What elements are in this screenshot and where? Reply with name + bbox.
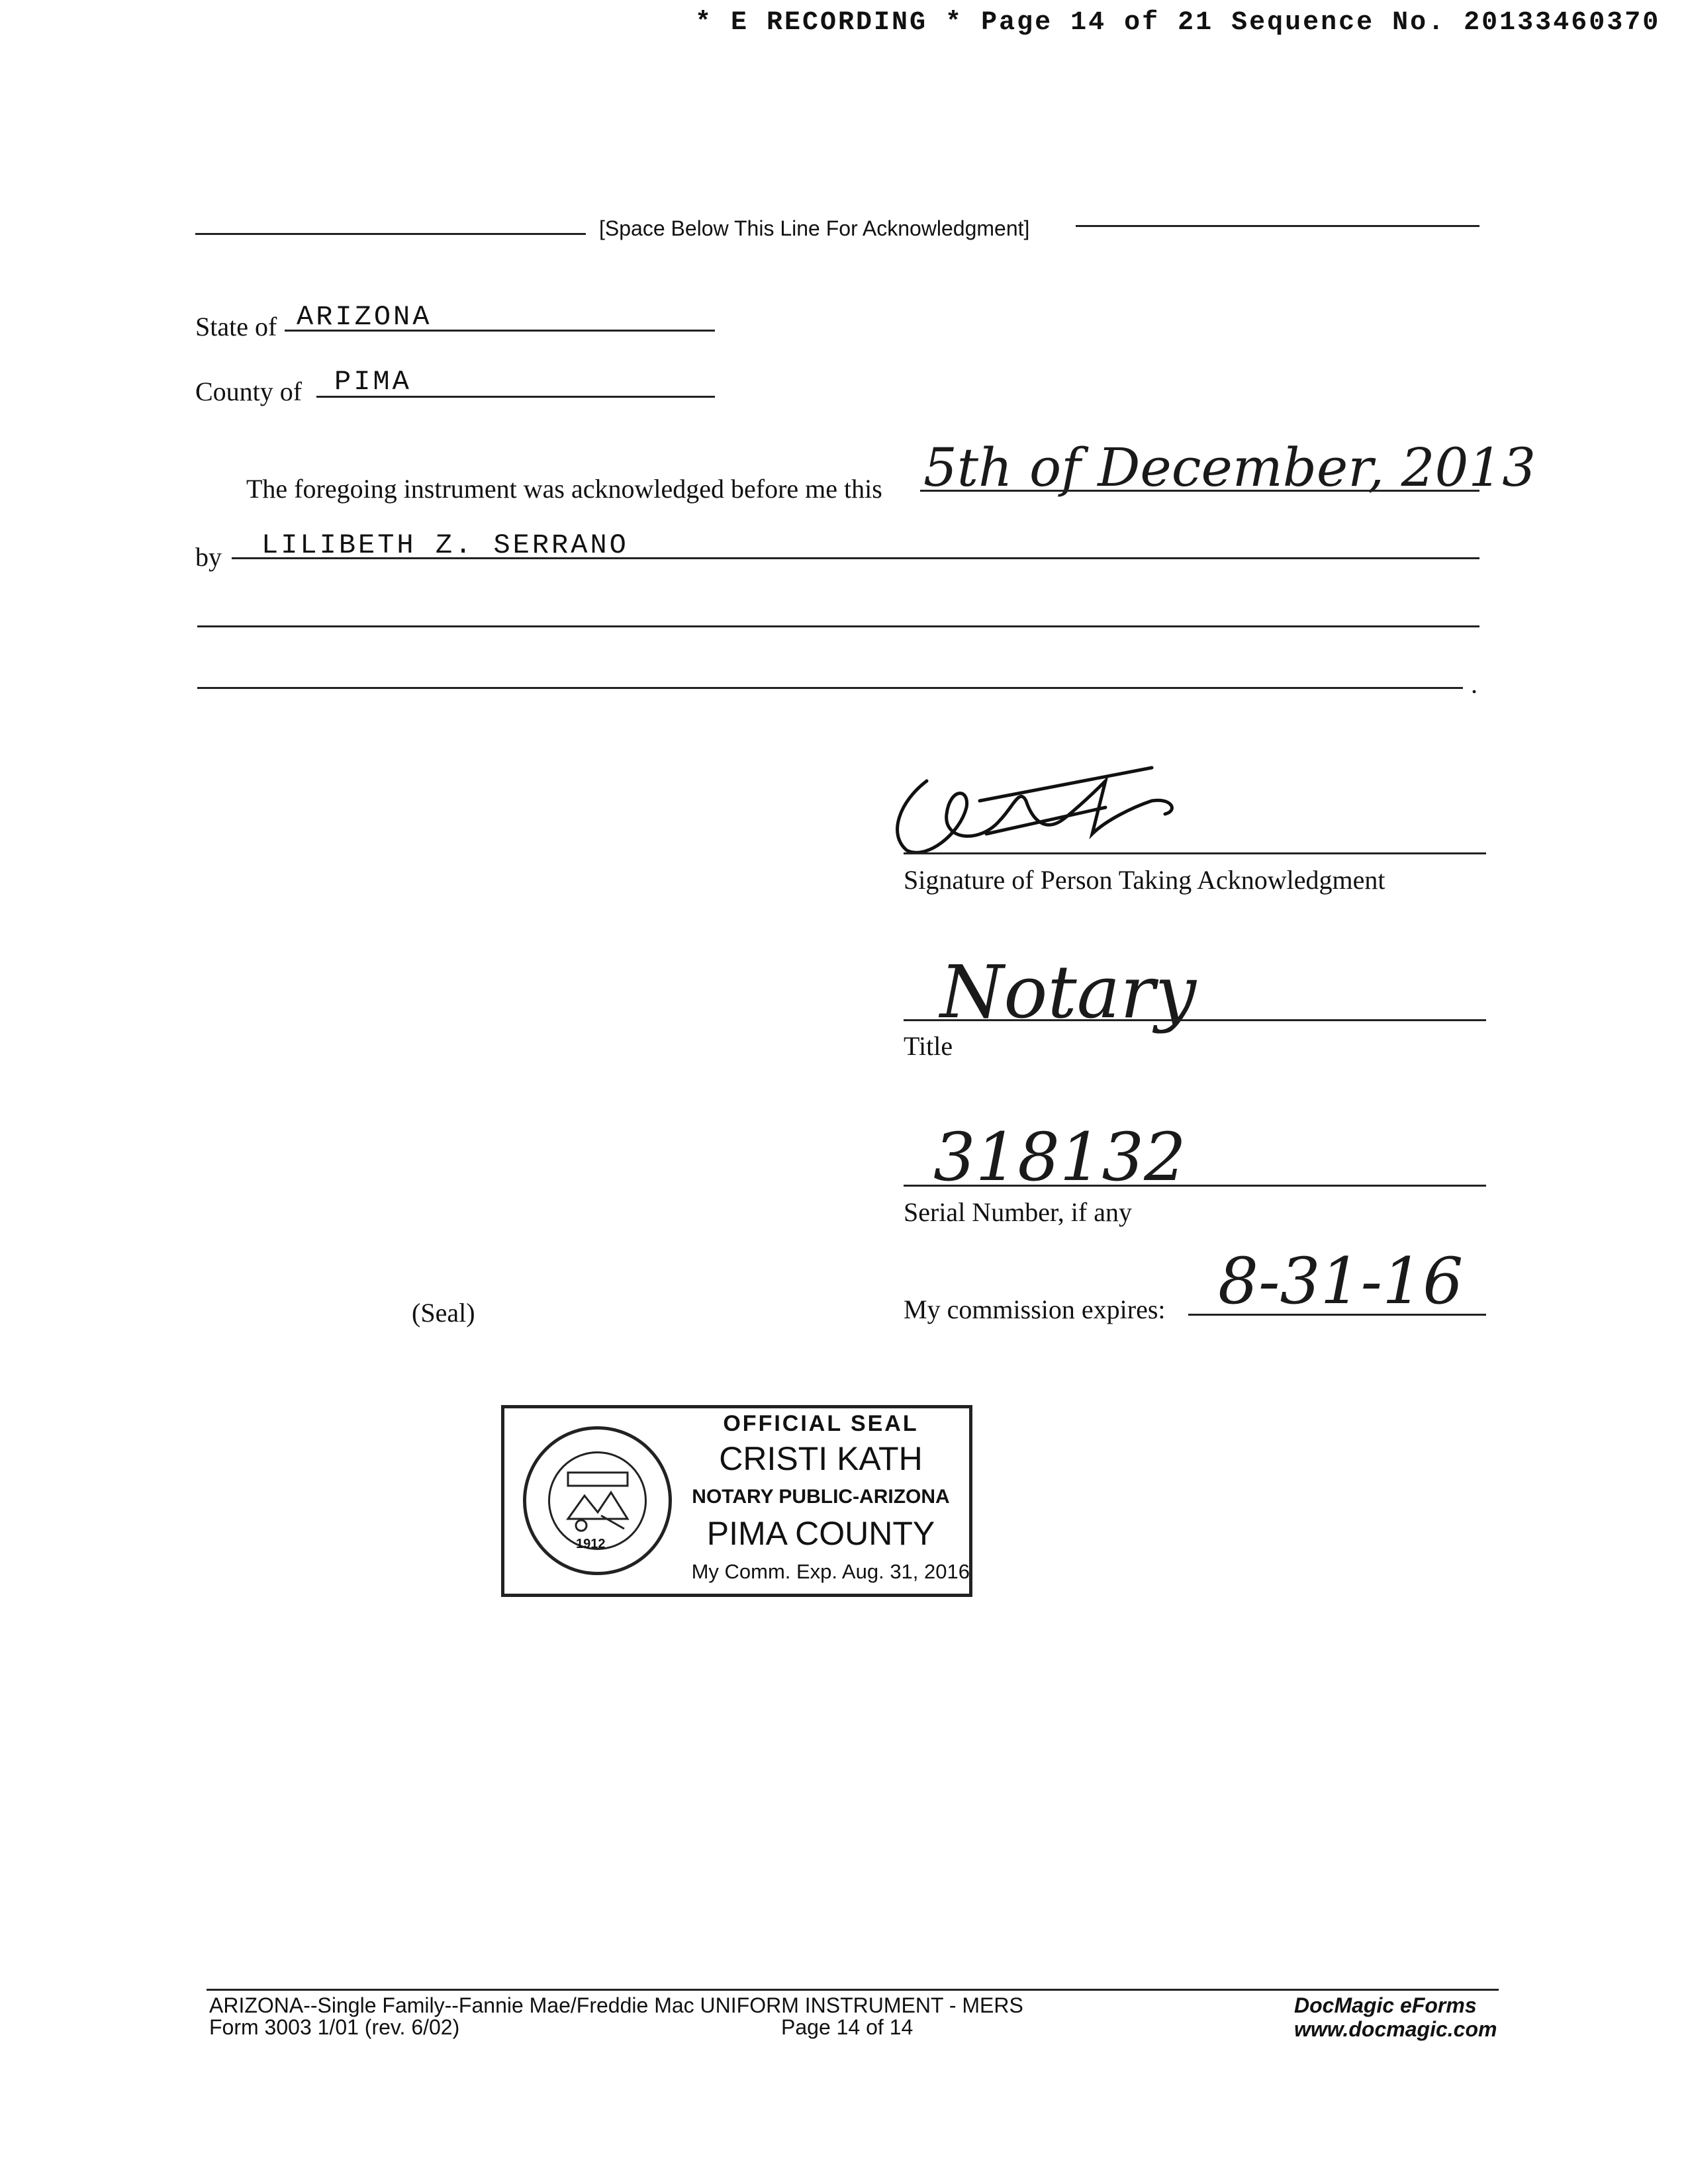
notary-expiry: My Comm. Exp. Aug. 31, 2016: [691, 1560, 970, 1583]
divider-left: [195, 233, 586, 235]
title-handwritten: Notary: [940, 950, 1196, 1034]
commission-line: [1188, 1314, 1486, 1316]
footer-form-line2: Form 3003 1/01 (rev. 6/02): [209, 2015, 460, 2039]
serial-caption: Serial Number, if any: [904, 1197, 1132, 1227]
footer-url: www.docmagic.com: [1294, 2017, 1497, 2041]
footer-page-number: Page 14 of 14: [781, 2015, 914, 2039]
seal-label: (Seal): [412, 1298, 475, 1328]
notary-county: PIMA COUNTY: [706, 1515, 935, 1552]
seal-emblem-icon: [561, 1466, 634, 1535]
signature-scribble: [887, 761, 1231, 874]
seal-year: 1912: [576, 1537, 606, 1551]
county-line: [316, 396, 715, 398]
footer-form-line1: ARIZONA--Single Family--Fannie Mae/Freddie Mac UNIFORM INSTRUMENT - MERS: [209, 1993, 1023, 2017]
title-line: [904, 1019, 1486, 1021]
signature-line: [904, 852, 1486, 854]
by-value: LILIBETH Z. SERRANO: [261, 529, 629, 561]
serial-handwritten: 318132: [933, 1118, 1186, 1196]
blank-line-1: [197, 625, 1479, 627]
state-value: ARIZONA: [297, 301, 432, 333]
date-handwritten: 5th of December, 2013: [923, 437, 1536, 498]
recording-header: * E RECORDING * Page 14 of 21 Sequence No. 20133460370: [695, 8, 1661, 38]
commission-label: My commission expires:: [904, 1295, 1166, 1324]
date-line: [920, 490, 1479, 492]
state-line: [285, 330, 715, 332]
state-label: State of: [195, 312, 277, 341]
blank-line-2: [197, 687, 1463, 689]
divider-right: [1076, 225, 1479, 227]
signature-caption: Signature of Person Taking Acknowledgment: [904, 865, 1385, 895]
notary-name: CRISTI KATH: [719, 1440, 923, 1477]
seal-heading: OFFICIAL SEAL: [723, 1411, 919, 1436]
foregoing-text: The foregoing instrument was acknowledged before me this: [246, 474, 882, 504]
title-caption: Title: [904, 1031, 953, 1061]
by-line: [232, 557, 1479, 559]
acknowledgment-label: [Space Below This Line For Acknowledgment]: [599, 216, 1030, 240]
county-value: PIMA: [334, 366, 412, 398]
by-label: by: [195, 542, 222, 572]
commission-handwritten: 8-31-16: [1218, 1244, 1464, 1318]
footer-brand-logo: DocMagic eForms: [1294, 1993, 1477, 2017]
notary-role: NOTARY PUBLIC-ARIZONA: [692, 1486, 950, 1508]
serial-line: [904, 1185, 1486, 1187]
county-label: County of: [195, 377, 303, 406]
trailing-period: .: [1471, 669, 1477, 699]
footer-rule: [207, 1989, 1499, 1991]
